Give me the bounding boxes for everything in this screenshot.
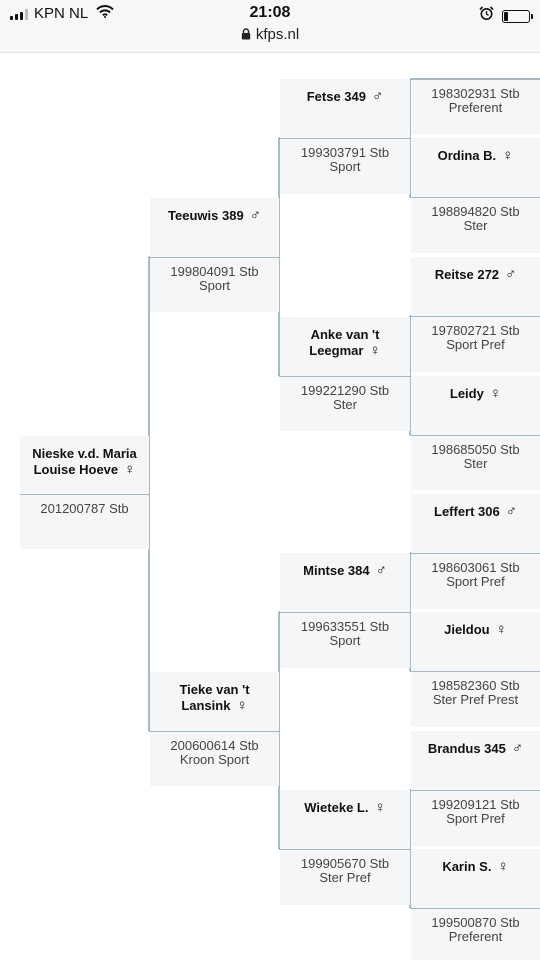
ggp-5-predicate: Sport Pref <box>446 574 505 589</box>
male-icon: ♂ <box>372 88 384 105</box>
address-bar[interactable] <box>0 26 540 44</box>
male-icon: ♂ <box>375 562 387 579</box>
ggp-1-registration-cell <box>411 80 540 134</box>
dam-sire-name: Mintse 384 <box>303 563 370 578</box>
ggp-1-predicate: Preferent <box>448 100 503 115</box>
ggp-4-name: Leidy <box>449 386 484 401</box>
sire-sire-name: Fetse 349 <box>306 89 366 104</box>
battery-level <box>504 12 508 21</box>
ggp-4-registration-cell <box>411 436 540 490</box>
battery-icon <box>502 10 530 23</box>
dam-dam-name-cell[interactable] <box>280 790 410 849</box>
carrier-name: KPN NL <box>34 5 89 22</box>
ggp-2-predicate: Ster <box>463 218 488 233</box>
ggp-2-reg: 198894820 Stb <box>431 204 520 219</box>
sire-sire-registration-cell <box>280 139 410 194</box>
female-icon: ♀ <box>369 342 381 359</box>
dam-dam-registration-cell <box>280 850 410 905</box>
subject-name: Nieske v.d. Maria Louise Hoeve <box>32 446 137 477</box>
ggp-6-name: Jieldou <box>444 622 490 637</box>
ggp-5-reg: 198603061 Stb <box>431 560 520 575</box>
dam-sire-registration-cell <box>280 613 410 668</box>
female-icon: ♀ <box>124 461 136 478</box>
female-icon: ♀ <box>497 858 509 875</box>
ggp-6-predicate: Ster Pref Prest <box>432 692 519 707</box>
sire-reg: 199804091 Stb <box>170 264 259 279</box>
sire-dam-predicate: Ster <box>333 397 357 412</box>
female-icon: ♀ <box>489 385 502 402</box>
ggp-7-predicate: Sport Pref <box>446 811 505 826</box>
ggp-3-name-cell[interactable] <box>411 257 540 316</box>
dam-dam-name: Wieteke L. <box>304 800 369 815</box>
sire-predicate: Sport <box>198 278 231 293</box>
url-text: kfps.nl <box>255 26 300 43</box>
sire-name: Teeuwis 389 <box>168 208 244 223</box>
ggp-1-reg: 198302931 Stb <box>431 86 520 101</box>
dam-sire-name-cell[interactable] <box>280 553 410 612</box>
ggp-2-name: Ordina B. <box>437 148 497 163</box>
dam-dam-predicate: Ster Pref <box>319 870 371 885</box>
dam-name-cell[interactable] <box>150 672 279 731</box>
sire-sire-predicate: Sport <box>329 159 361 174</box>
sire-dam-reg: 199221290 Stb <box>300 383 390 398</box>
sire-name-cell[interactable] <box>150 198 279 257</box>
dam-sire-predicate: Sport <box>329 633 361 648</box>
sire-registration-cell <box>150 258 279 312</box>
ggp-7-reg: 199209121 Stb <box>431 797 520 812</box>
ggp-4-reg: 198685050 Stb <box>431 442 520 457</box>
ggp-4-name-cell[interactable] <box>411 376 540 435</box>
ggp-5-name-cell[interactable] <box>411 494 540 553</box>
ggp-2-name-cell[interactable] <box>411 138 540 197</box>
sire-dam-registration-cell <box>280 377 410 431</box>
ggp-8-reg: 199500870 Stb <box>431 915 520 930</box>
ggp-3-registration-cell <box>411 317 540 372</box>
alarm-icon <box>479 6 494 26</box>
male-icon: ♂ <box>249 207 261 224</box>
ggp-5-registration-cell <box>411 554 540 609</box>
ggp-3-predicate: Sport Pref <box>446 337 505 352</box>
ggp-7-name: Brandus 345 <box>427 741 506 756</box>
clock: 21:08 <box>249 4 291 21</box>
dam-name: Tieke van 't Lansink <box>179 682 250 713</box>
ggp-8-name-cell[interactable] <box>411 849 540 908</box>
sire-dam-name: Anke van 't Leegmar <box>309 327 380 358</box>
subject-name-cell[interactable] <box>20 436 149 494</box>
dam-reg: 200600614 Stb <box>170 738 259 753</box>
sire-dam-name-cell[interactable] <box>280 317 410 376</box>
ggp-6-name-cell[interactable] <box>411 612 540 671</box>
subject-registration-cell <box>20 495 149 549</box>
ggp-2-registration-cell <box>411 198 540 253</box>
status-icons <box>479 6 530 26</box>
ggp-6-registration-cell <box>411 672 540 727</box>
female-icon: ♀ <box>236 697 248 714</box>
ggp-8-predicate: Preferent <box>448 929 503 944</box>
ggp-7-name-cell[interactable] <box>411 731 540 790</box>
male-icon: ♂ <box>505 503 517 520</box>
browser-status-bar <box>0 0 540 53</box>
dam-registration-cell <box>150 732 279 786</box>
male-icon: ♂ <box>511 740 524 757</box>
dam-dam-reg: 199905670 Stb <box>300 856 390 871</box>
sire-sire-name-cell[interactable] <box>280 79 410 138</box>
dam-predicate: Kroon Sport <box>179 752 250 767</box>
ggp-3-name: Reitse 272 <box>434 267 500 282</box>
ggp-6-reg: 198582360 Stb <box>431 678 520 693</box>
ggp-4-predicate: Ster <box>463 456 488 471</box>
ggp-8-name: Karin S. <box>442 859 492 874</box>
ggp-8-registration-cell <box>411 909 540 960</box>
pedigree-table <box>0 52 540 960</box>
female-icon: ♀ <box>502 147 514 164</box>
ggp-5-name: Leffert 306 <box>434 504 500 519</box>
ggp-7-registration-cell <box>411 791 540 846</box>
ggp-3-reg: 197802721 Stb <box>431 323 520 338</box>
male-icon: ♂ <box>505 266 517 283</box>
sire-sire-reg: 199303791 Stb <box>300 145 390 160</box>
lock-icon <box>241 27 251 44</box>
subject-reg: 201200787 Stb <box>40 501 129 516</box>
female-icon: ♀ <box>495 621 507 638</box>
female-icon: ♀ <box>374 799 386 816</box>
dam-sire-reg: 199633551 Stb <box>300 619 390 634</box>
